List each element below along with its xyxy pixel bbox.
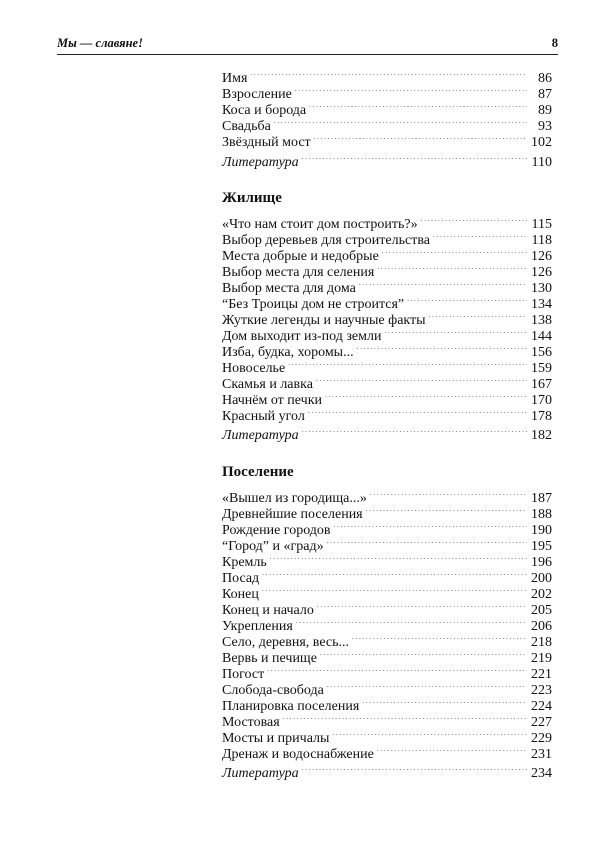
toc-entry-page: 89: [538, 103, 552, 118]
toc-entry: [222, 534, 552, 554]
toc-entry-literature: [222, 423, 552, 443]
toc-leader-dots: [317, 598, 527, 614]
toc-entry-title: Взросление: [222, 87, 292, 102]
toc-leader-dots: [314, 130, 527, 146]
toc-leader-dots: [288, 356, 527, 372]
toc-leader-dots: [377, 742, 527, 758]
toc-leader-dots: [370, 486, 527, 502]
toc-entry: [222, 742, 552, 762]
toc-entry-page: 229: [531, 731, 552, 746]
toc-entry: [222, 276, 552, 296]
toc-entry-page: 126: [531, 249, 552, 264]
toc-entry-title: Скамья и лавка: [222, 377, 313, 392]
toc-entry-page: 224: [531, 699, 552, 714]
toc-entry-title: Слобода-свобода: [222, 683, 324, 698]
toc-leader-dots: [262, 566, 527, 582]
toc-entry-title: Мостовая: [222, 715, 280, 730]
toc-entry-title: Литература: [222, 428, 299, 443]
toc-entry-title: Дом выходит из-под земли: [222, 329, 382, 344]
toc-leader-dots: [357, 340, 527, 356]
toc-entry-page: 115: [531, 217, 552, 232]
toc-leader-dots: [296, 614, 527, 630]
toc-entry-page: 126: [531, 265, 552, 280]
toc-entry-page: 195: [531, 539, 552, 554]
toc-entry-page: 196: [531, 555, 552, 570]
toc-entry: [222, 630, 552, 650]
toc-entry-title: Выбор деревьев для строительства: [222, 233, 430, 248]
toc-entry-title: Литература: [222, 766, 299, 781]
toc-leader-dots: [283, 710, 527, 726]
toc-entry: [222, 614, 552, 634]
toc-entry-title: Новоселье: [222, 361, 286, 376]
toc-entry-title: Планировка поселения: [222, 699, 360, 714]
toc-entry: [222, 66, 552, 86]
toc-leader-dots: [359, 276, 527, 292]
toc-leader-dots: [325, 388, 527, 404]
toc-entry: [222, 582, 552, 602]
toc-entry: [222, 372, 552, 392]
toc-entry-title: Древнейшие поселения: [222, 507, 363, 522]
toc-entry: [222, 324, 552, 344]
toc-entry-title: Имя: [222, 71, 248, 86]
toc-leader-dots: [433, 228, 527, 244]
toc-entry-page: 110: [531, 155, 552, 170]
toc-entry-title: Село, деревня, весь...: [222, 635, 349, 650]
toc-entry-page: 156: [531, 345, 552, 360]
toc-entry: [222, 82, 552, 102]
toc-entry-page: 221: [531, 667, 552, 682]
toc-entry-page: 206: [531, 619, 552, 634]
toc-entry-page: 182: [531, 428, 552, 443]
toc-leader-dots: [362, 694, 527, 710]
running-head: [57, 36, 558, 52]
toc-entry-page: 138: [531, 313, 552, 328]
toc-leader-dots: [429, 308, 527, 324]
toc-leader-dots: [302, 150, 527, 166]
section-heading-settlement: Поселение: [222, 464, 294, 480]
toc-entry-title: “Город” и «град»: [222, 539, 324, 554]
toc-entry-page: 223: [531, 683, 552, 698]
toc-entry-page: 187: [531, 491, 552, 506]
toc-entry-title: Кремль: [222, 555, 267, 570]
toc-entry-page: 159: [531, 361, 552, 376]
toc-entry-page: 218: [531, 635, 552, 650]
toc-entry: [222, 228, 552, 248]
running-head-page-number: 8: [551, 36, 558, 50]
toc-entry: [222, 98, 552, 118]
toc-leader-dots: [250, 66, 527, 82]
toc-leader-dots: [270, 550, 527, 566]
toc-entry: [222, 502, 552, 522]
toc-entry: [222, 598, 552, 618]
toc-entry: [222, 356, 552, 376]
toc-entry-title: Рождение городов: [222, 523, 331, 538]
toc-entry-title: Начнём от печки: [222, 393, 322, 408]
toc-entry-page: 86: [538, 71, 552, 86]
toc-leader-dots: [334, 518, 527, 534]
section-heading-dwelling: Жилище: [222, 190, 282, 206]
toc-entry: [222, 404, 552, 424]
toc-leader-dots: [316, 372, 527, 388]
toc-entry: [222, 244, 552, 264]
toc-entry-page: 118: [531, 233, 552, 248]
toc-entry-title: «Что нам стоит дом построить?»: [222, 217, 418, 232]
toc-entry: [222, 678, 552, 698]
toc-leader-dots: [302, 423, 527, 439]
toc-entry-page: 231: [531, 747, 552, 762]
toc-leader-dots: [327, 534, 527, 550]
toc-entry-title: Красный угол: [222, 409, 305, 424]
toc-entry-title: Дренаж и водоснабжение: [222, 747, 374, 762]
toc-entry-title: Вервь и печище: [222, 651, 317, 666]
toc-entry: [222, 486, 552, 506]
toc-leader-dots: [384, 324, 527, 340]
toc-entry-page: 144: [531, 329, 552, 344]
toc-entry-page: 178: [531, 409, 552, 424]
toc-entry-title: Конец и начало: [222, 603, 314, 618]
toc-entry: [222, 662, 552, 682]
toc-entry: [222, 130, 552, 150]
toc-entry: [222, 646, 552, 666]
toc-leader-dots: [302, 761, 527, 777]
toc-leader-dots: [274, 114, 527, 130]
toc-leader-dots: [377, 260, 527, 276]
toc-leader-dots: [421, 212, 527, 228]
toc-entry: [222, 292, 552, 312]
toc-entry-literature: [222, 150, 552, 170]
toc-entry-page: 205: [531, 603, 552, 618]
toc-entry-page: 200: [531, 571, 552, 586]
toc-entry-title: Звёздный мост: [222, 135, 311, 150]
toc-leader-dots: [382, 244, 527, 260]
toc-entry-page: 93: [538, 119, 552, 134]
toc-entry-title: Места добрые и недобрые: [222, 249, 379, 264]
toc-entry: [222, 550, 552, 570]
toc-entry-page: 134: [531, 297, 552, 312]
toc-entry-page: 102: [531, 135, 552, 150]
toc-entry-title: Погост: [222, 667, 265, 682]
toc-entry-page: 188: [531, 507, 552, 522]
toc-entry-title: Мосты и причалы: [222, 731, 330, 746]
toc-entry-page: 87: [538, 87, 552, 102]
toc-entry-title: Посад: [222, 571, 260, 586]
toc-entry: [222, 518, 552, 538]
toc-leader-dots: [327, 678, 527, 694]
running-head-title: Мы — славяне!: [57, 36, 143, 50]
toc-entry: [222, 340, 552, 360]
toc-leader-dots: [295, 82, 527, 98]
toc-entry-page: 130: [531, 281, 552, 296]
toc-entry-title: “Без Троицы дом не строится”: [222, 297, 405, 312]
toc-entry: [222, 710, 552, 730]
toc-entry-title: «Вышел из городища...»: [222, 491, 367, 506]
toc-entry: [222, 260, 552, 280]
toc-entry-title: Изба, будка, хоромы...: [222, 345, 354, 360]
toc-entry-title: Свадьба: [222, 119, 271, 134]
toc-entry-title: Укрепления: [222, 619, 293, 634]
toc-leader-dots: [309, 98, 527, 114]
toc-leader-dots: [352, 630, 527, 646]
toc-entry: [222, 566, 552, 586]
toc-entry: [222, 308, 552, 328]
toc-entry-title: Жуткие легенды и научные факты: [222, 313, 426, 328]
header-rule: [57, 54, 558, 55]
toc-entry: [222, 114, 552, 134]
toc-leader-dots: [308, 404, 527, 420]
toc-entry-title: Конец: [222, 587, 259, 602]
toc-entry-literature: [222, 761, 552, 781]
toc-entry-page: 219: [531, 651, 552, 666]
toc-entry-title: Выбор места для дома: [222, 281, 356, 296]
toc-entry-page: 190: [531, 523, 552, 538]
toc-entry: [222, 388, 552, 408]
toc-leader-dots: [320, 646, 527, 662]
toc-entry-page: 167: [531, 377, 552, 392]
toc-leader-dots: [407, 292, 527, 308]
toc-entry: [222, 694, 552, 714]
toc-entry: [222, 212, 552, 232]
toc-entry-title: Литература: [222, 155, 299, 170]
toc-entry: [222, 726, 552, 746]
toc-entry-title: Выбор места для селения: [222, 265, 375, 280]
toc-leader-dots: [267, 662, 527, 678]
toc-entry-page: 170: [531, 393, 552, 408]
toc-leader-dots: [366, 502, 527, 518]
toc-entry-title: Коса и борода: [222, 103, 307, 118]
toc-entry-page: 202: [531, 587, 552, 602]
toc-leader-dots: [332, 726, 527, 742]
toc-leader-dots: [262, 582, 527, 598]
toc-entry-page: 234: [531, 766, 552, 781]
toc-entry-page: 227: [531, 715, 552, 730]
